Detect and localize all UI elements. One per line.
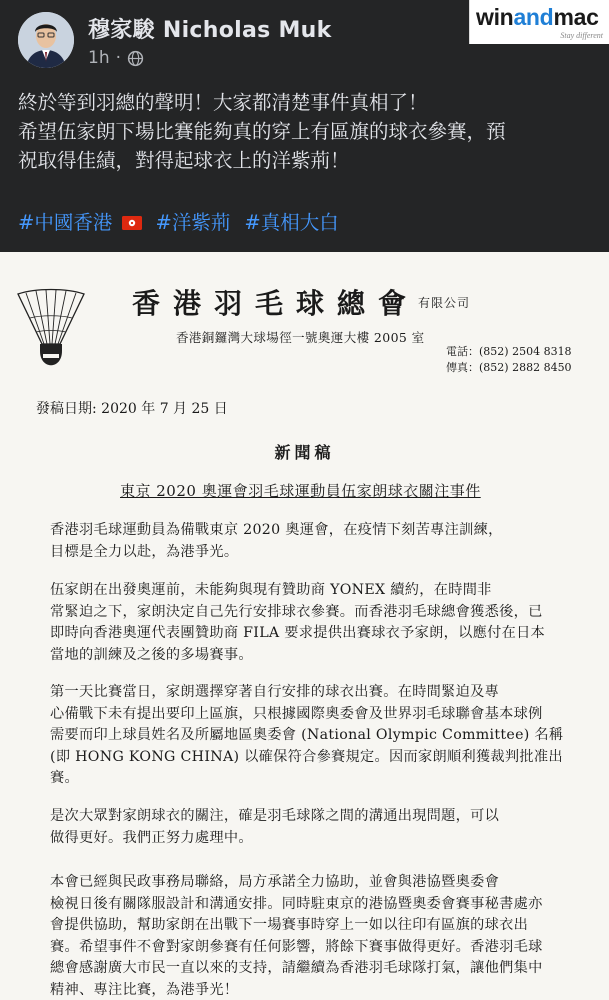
hashtag-list (18, 207, 339, 235)
paragraph-line: 本會已經與民政事務局聯絡，局方承諾全力協助，並會與港協暨奧委會 (50, 874, 500, 890)
org-name: 香港羽毛球總會 (132, 287, 420, 320)
org-suffix: 有限公司 (418, 296, 471, 310)
paragraph-line: 需要而印上球員姓名及所屬地區奧委會 (National Olympic Committee) 名稱 (50, 727, 564, 743)
shuttlecock-logo-icon (16, 288, 86, 380)
paragraph-line: 賽。 (50, 770, 79, 786)
paragraph-line: 會提供協助，幫助家朗在出戰下一場賽事時穿上一如以往印有區旗的球衣出 (50, 917, 529, 933)
paragraph-line: 心備戰下未有提出要印上區旗，只根據國際奧委會及世界羽毛球聯會基本球例 (50, 705, 543, 722)
meta-separator: · (115, 48, 121, 68)
paragraph-line: 即時向香港奧運代表團贊助商 FILA 要求提供出賽球衣予家朗，以應付在日本 (50, 625, 546, 641)
author-name[interactable]: 穆家駿 Nicholas Muk (88, 18, 332, 43)
author-avatar[interactable] (18, 12, 74, 68)
paragraph-line: 常緊迫之下，家朗決定自己先行安排球衣參賽。而香港羽毛球總會獲悉後，已 (50, 603, 543, 620)
paragraph-line: 伍家朗在出發奧運前，未能夠與現有贊助商 YONEX 續約，在時間非 (50, 582, 492, 598)
watermark-logo (476, 4, 599, 31)
paragraph (50, 872, 590, 1000)
paragraph-line: 做得更好。我們正努力處理中。 (50, 829, 253, 846)
paragraph-line: 賽。希望事件不會對家朗參賽有任何影響，將餘下賽事做得更好。香港羽毛球 (50, 938, 543, 955)
paragraph (50, 682, 590, 790)
hashtag-text: #中國香港 (18, 211, 113, 234)
winandmac-watermark (469, 0, 609, 44)
post-line: 祝取得佳績，對得起球衣上的洋紫荊！ (18, 149, 350, 172)
org-address: 香港銅鑼灣大球場徑一號奧運大樓 2005 室 (176, 330, 425, 345)
watermark-part: mac (553, 4, 599, 30)
watermark-part: win (476, 4, 514, 30)
release-date: 發稿日期: 2020 年 7 月 25 日 (36, 401, 228, 417)
paragraph-line: 目標是全力以赴，為港爭光。 (50, 543, 239, 560)
fax-number: 傳真：(852) 2882 8450 (446, 361, 572, 374)
paragraph-line: 總會感謝廣大市民一直以來的支持，請繼續為香港羽毛球隊打氣，讓他們集中 (50, 960, 543, 976)
paragraph-line: (即 HONG KONG CHINA) 以確保符合參賽規定。因而家朗順利獲裁判批准出 (50, 748, 563, 765)
post-body (18, 88, 598, 175)
paragraph (50, 806, 590, 849)
post-line: 終於等到羽總的聲明！大家都清楚事件真相了！ (18, 91, 428, 114)
paragraph-line: 精神、專注比賽，為港爭光！ (50, 981, 239, 998)
paragraph-line: 是次大眾對家朗球衣的關注，確是羽毛球隊之間的溝通出現問題，可以 (50, 808, 500, 824)
post-meta (88, 48, 144, 68)
document-heading: 新聞稿 (274, 443, 335, 462)
paragraph-line: 當地的訓練及之後的多場賽事。 (50, 646, 253, 663)
press-release-image[interactable] (0, 252, 609, 1000)
paragraph-line: 第一天比賽當日，家朗選擇穿著自行安排的球衣出賽。在時間緊迫及專 (50, 684, 500, 700)
avatar-photo-icon (18, 12, 74, 68)
facebook-post-header (0, 0, 609, 252)
hashtag-link[interactable]: #真相大白 (244, 211, 339, 234)
hashtag-link[interactable]: #洋紫荊 (155, 211, 231, 234)
paragraph (50, 520, 590, 563)
hashtag-link[interactable] (18, 207, 142, 235)
post-time[interactable]: 1h (88, 48, 110, 68)
contact-info (446, 344, 572, 376)
phone-number: 電話：(852) 2504 8318 (446, 345, 572, 358)
document-subject: 東京 2020 奧運會羽毛球運動員伍家朗球衣關注事件 (120, 482, 481, 500)
globe-icon[interactable] (127, 50, 144, 67)
paragraph (50, 580, 590, 666)
hong-kong-flag-icon (122, 216, 142, 230)
watermark-tagline: Stay different (560, 31, 603, 40)
post-line: 希望伍家朗下場比賽能夠真的穿上有區旗的球衣參賽，預 (18, 120, 506, 143)
paragraph-line: 檢視日後有關隊服設計和溝通安排。同時駐東京的港協暨奧委會賽事秘書處亦 (50, 895, 543, 912)
watermark-part: and (513, 4, 554, 30)
paragraph-line: 香港羽毛球運動員為備戰東京 2020 奧運會，在疫情下刻苦專注訓練， (50, 522, 503, 538)
